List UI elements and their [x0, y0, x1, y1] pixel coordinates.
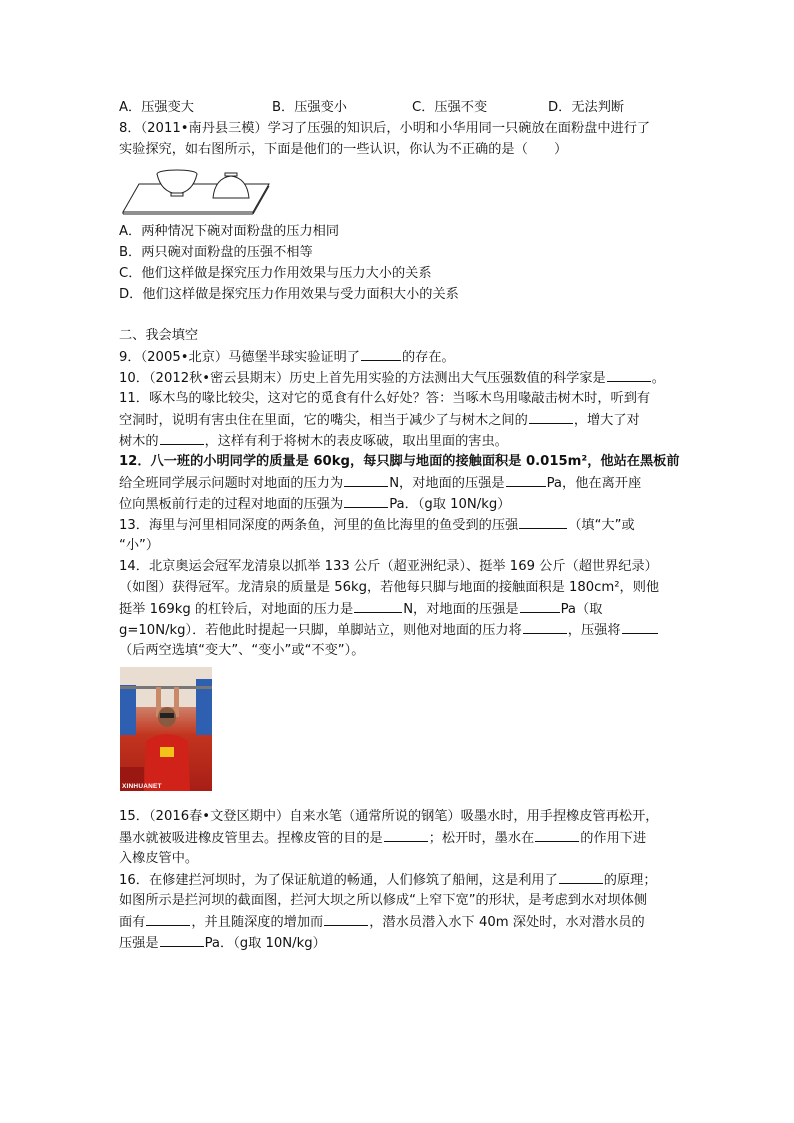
weightlifter-illustration: [120, 667, 212, 791]
q11-text: 树木的: [119, 434, 159, 449]
q8-option-a: A．两种情况下碗对面粉盘的压力相同: [119, 224, 340, 239]
q7-option-b: B．压强变小: [272, 100, 347, 115]
q9-text: 9．（2005•北京）马德堡半球实验证明了: [119, 350, 360, 365]
q16-line-2: 如图所示是拦河坝的截面图，拦河大坝之所以修成“上窄下宽”的形状，是考虑到水对坝体侧: [119, 893, 647, 908]
q14-text: g=10N/kg）．若他此时提起一只脚，单脚站立，则他对地面的压力将: [119, 623, 522, 638]
q16-text: 的原理；: [603, 873, 657, 888]
q16-text: 16．在修建拦河坝时，为了保证航道的畅通，人们修筑了船闸，这是利用了: [119, 873, 558, 888]
q12-text: 给全班同学展示问题时对地面的压力为: [119, 476, 344, 491]
answer-blank[interactable]: [354, 598, 402, 613]
q10-text-end: 。: [651, 371, 665, 386]
q11-text: 空洞时，说明有害虫住在里面，它的嘴尖，相当于减少了与树木之间的: [119, 413, 528, 428]
weightlifter-photo: [120, 667, 212, 791]
q10: [119, 367, 665, 389]
q8-option-d: D．他们这样做是探究压力作用效果与受力面积大小的关系: [119, 287, 459, 302]
q8-option-c: C．他们这样做是探究压力作用效果与压力大小的关系: [119, 266, 432, 281]
q14-line-2: （如图）获得冠军。龙清泉的质量是 56kg，若他每只脚与地面的接触面积是 180cm²，则他: [119, 580, 660, 595]
bowls-on-flour-tray-figure: [119, 164, 271, 216]
q7-option-c: C．压强不变: [412, 100, 488, 115]
answer-blank[interactable]: [384, 827, 428, 842]
q10-text: 10．（2012秋•密云县期末）历史上首先用实验的方法测出大气压强数值的科学家是: [119, 371, 606, 386]
answer-blank[interactable]: [506, 472, 546, 487]
q14-line-4: [119, 619, 659, 641]
answer-blank[interactable]: [519, 514, 567, 529]
q16-text: Pa．（g取 10N/kg）: [204, 936, 326, 951]
q12-text: N，对地面的压强是: [389, 476, 505, 491]
answer-blank[interactable]: [344, 472, 388, 487]
q14-line-1: 14．北京奥运会冠军龙清泉以抓举 133 公斤（超亚洲纪录）、挺举 169 公斤（超世界纪录）: [119, 559, 658, 574]
q16-text: ，并且随深度的增加而: [191, 915, 324, 930]
section-heading: 二、我会填空: [119, 328, 199, 343]
answer-blank[interactable]: [529, 409, 573, 424]
q12-line-2: [119, 472, 641, 494]
q15-text: 的作用下进: [580, 831, 647, 846]
q8-option-b: B．两只碗对面粉盘的压强不相等: [119, 245, 313, 260]
answer-blank[interactable]: [160, 932, 204, 947]
q11-line-3: [119, 430, 508, 452]
q11-line-2: [119, 409, 640, 431]
q14-line-5: （后两空选填“变大”、“变小”或“不变”）。: [119, 643, 365, 658]
q12-text: 位向黑板前行走的过程对地面的压强为: [119, 497, 344, 512]
q12-text: Pa．（g取 10N/kg）: [389, 497, 511, 512]
q16-line-1: [119, 869, 657, 891]
answer-blank[interactable]: [607, 367, 651, 382]
answer-blank[interactable]: [361, 346, 401, 361]
q14-text: 挺举 169kg 的杠铃后，对地面的压力是: [119, 602, 354, 617]
q14-line-3: [119, 598, 602, 620]
q7-option-a: A．压强变大: [119, 100, 194, 115]
answer-blank[interactable]: [324, 911, 368, 926]
q16-line-4: [119, 932, 326, 954]
q14-text: Pa（取: [560, 602, 603, 617]
q15-line-1: 15．（2016春•文登区期中）自来水笔（通常所说的钢笔）吸墨水时，用手捏橡皮管再松开，: [119, 809, 659, 824]
answer-blank[interactable]: [160, 430, 204, 445]
q12-text: Pa，他在离开座: [546, 476, 642, 491]
q13-text: （填“大”或: [568, 518, 635, 533]
answer-blank[interactable]: [344, 493, 388, 508]
q16-line-3: [119, 911, 645, 933]
q9-text-end: 的存在。: [401, 350, 455, 365]
q13-line-2: “小”）: [119, 538, 160, 553]
q9: [119, 346, 455, 368]
q11-text: ，增大了对: [573, 413, 640, 428]
q11-text: ，这样有利于将树木的表皮啄破，取出里面的害虫。: [204, 434, 508, 449]
q15-line-2: [119, 827, 646, 849]
q13-text: 13．海里与河里相同深度的两条鱼，河里的鱼比海里的鱼受到的压强: [119, 518, 519, 533]
q15-line-3: 入橡皮管中。: [119, 851, 199, 866]
photo-caption: XINHUANET: [122, 783, 162, 790]
answer-blank[interactable]: [146, 911, 190, 926]
q12-line-1: 12．八一班的小明同学的质量是 60kg，每只脚与地面的接触面积是 0.015m²，他站在黑板前: [119, 454, 680, 469]
q15-text: ；松开时，墨水在: [428, 831, 535, 846]
q13-line-1: [119, 514, 635, 536]
q8-line-2: 实验探究，如右图所示，下面是他们的一些认识，你认为不正确的是（ ）: [119, 142, 568, 157]
answer-blank[interactable]: [523, 619, 567, 634]
q7-option-d: D．无法判断: [548, 100, 625, 115]
answer-blank[interactable]: [559, 869, 603, 884]
q8-line-1: 8．（2011•南丹县三模）学习了压强的知识后，小明和小华用同一只碗放在面粉盘中进行了: [119, 121, 651, 136]
q12-line-3: [119, 493, 510, 515]
answer-blank[interactable]: [535, 827, 579, 842]
q15-text: 墨水就被吸进橡皮管里去。捏橡皮管的目的是: [119, 831, 383, 846]
q16-text: ，潜水员潜入水下 40m 深处时，水对潜水员的: [369, 915, 645, 930]
q14-text: N，对地面的压强是: [403, 602, 519, 617]
q11-line-1: 11．啄木鸟的喙比较尖，这对它的觅食有什么好处？答：当啄木鸟用喙敲击树木时，听到有: [119, 391, 651, 406]
q16-text: 压强是: [119, 936, 159, 951]
answer-blank[interactable]: [622, 619, 658, 634]
q14-text: ，压强将: [567, 623, 621, 638]
q16-text: 面有: [119, 915, 146, 930]
answer-blank[interactable]: [520, 598, 560, 613]
